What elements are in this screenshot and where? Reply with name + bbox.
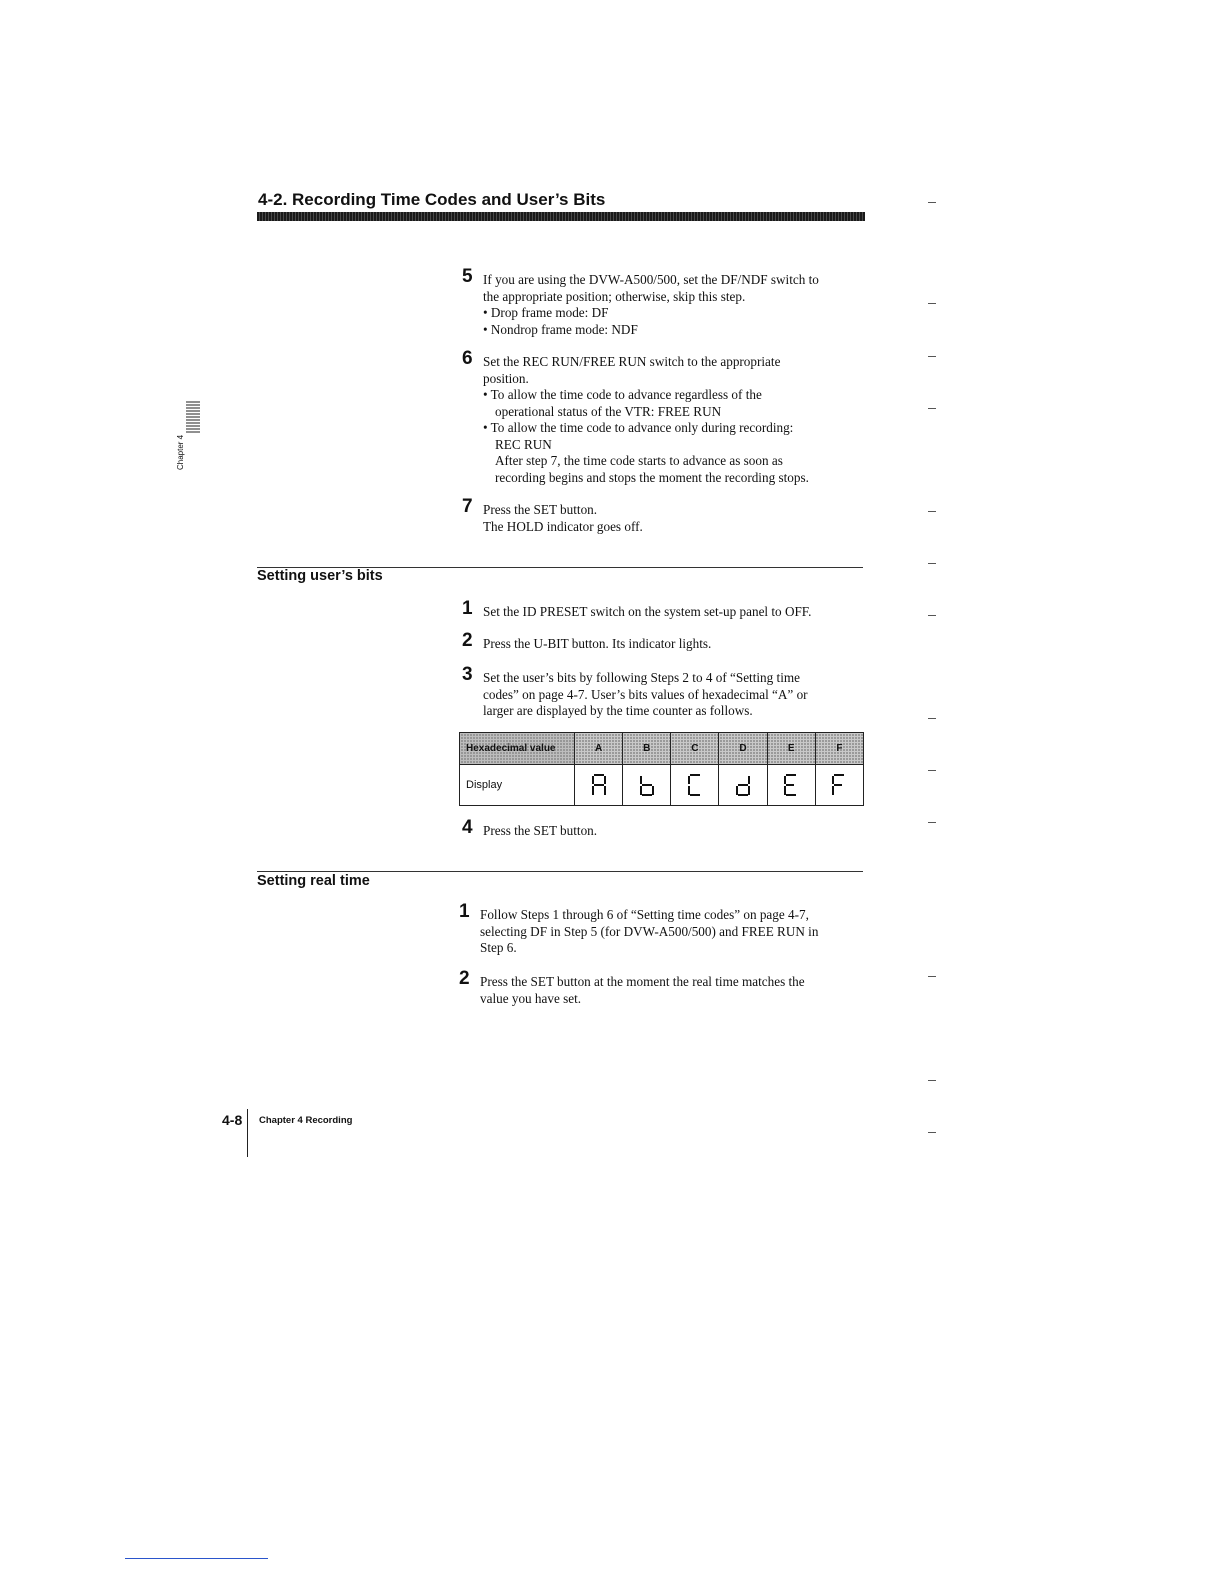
margin-mark [928, 408, 936, 409]
step-text: Press the SET button at the moment the real time matches the [480, 974, 805, 989]
step-6 [462, 348, 872, 486]
margin-mark [928, 718, 936, 719]
margin-mark [928, 770, 936, 771]
seven-seg-f-icon [831, 773, 847, 797]
seg-display-c [671, 765, 719, 806]
display-row [460, 765, 864, 806]
seg-display-d [719, 765, 767, 806]
seg-display-a [575, 765, 623, 806]
step-text: Step 6. [480, 940, 517, 955]
step-number: 2 [462, 630, 473, 651]
seg-display-f [815, 765, 863, 806]
step-number: 1 [462, 598, 473, 619]
step-7 [462, 496, 872, 535]
section-title: 4-2. Recording Time Codes and User’s Bits [258, 190, 606, 209]
title-rule-bar [257, 212, 865, 221]
margin-mark [928, 202, 936, 203]
hex-display-table [459, 732, 864, 806]
step-text: value you have set. [480, 990, 582, 1006]
seven-seg-a-icon [591, 773, 607, 797]
step-text: Follow Steps 1 through 6 of “Setting time codes” on page 4-7, [480, 907, 809, 922]
margin-mark [928, 356, 936, 357]
hex-value-row [460, 733, 864, 765]
step-number: 2 [459, 968, 470, 989]
step-number: 7 [462, 496, 473, 517]
side-chapter-label: Chapter 4 [176, 434, 185, 470]
rt-step-2 [459, 968, 869, 1007]
hex-value-cell: D [719, 733, 767, 765]
seven-seg-d-icon [735, 773, 751, 797]
bullet-item-cont: operational status of the VTR: FREE RUN [495, 403, 722, 419]
margin-mark [928, 822, 936, 823]
seven-seg-b-icon [639, 773, 655, 797]
bullet-item-cont: REC RUN [495, 436, 552, 452]
step-text: If you are using the DVW-A500/500, set the DF/NDF switch to [483, 272, 819, 287]
ub-step-4 [462, 817, 872, 840]
bullet-item: • Nondrop frame mode: NDF [483, 321, 638, 337]
margin-mark [928, 303, 936, 304]
step-number: 1 [459, 901, 470, 922]
bottom-edge-line [125, 1558, 268, 1559]
step-text: Press the SET button. [483, 502, 598, 517]
margin-mark [928, 1080, 936, 1081]
display-row-label: Display [460, 765, 575, 806]
ub-step-2 [462, 630, 872, 653]
step-text: the appropriate position; otherwise, skip this step. [483, 288, 746, 304]
step-number: 3 [462, 664, 473, 685]
hex-value-cell: A [575, 733, 623, 765]
hex-row-label: Hexadecimal value [460, 733, 575, 765]
hex-value-cell: B [623, 733, 671, 765]
step-note: After step 7, the time code starts to advance as soon as [495, 453, 783, 468]
section-divider [257, 871, 863, 872]
seg-display-e [767, 765, 815, 806]
step-text: Set the user’s bits by following Steps 2 to 4 of “Setting time [483, 670, 800, 685]
step-text: position. [483, 370, 529, 386]
ub-step-1 [462, 598, 872, 621]
hex-value-cell: E [767, 733, 815, 765]
margin-mark [928, 563, 936, 564]
margin-mark [928, 615, 936, 616]
footer-chapter: Chapter 4 Recording [259, 1115, 353, 1126]
seg-display-b [623, 765, 671, 806]
ub-step-3 [462, 664, 872, 720]
step-text: Set the REC RUN/FREE RUN switch to the appropriate [483, 354, 781, 369]
hex-value-cell: C [671, 733, 719, 765]
bullet-item: • To allow the time code to advance regardless of the [483, 387, 762, 402]
hex-value-cell: F [815, 733, 863, 765]
footer-separator [247, 1109, 248, 1157]
bullet-item: • Drop frame mode: DF [483, 305, 609, 320]
step-number: 6 [462, 348, 473, 369]
margin-mark [928, 511, 936, 512]
bullet-item: • To allow the time code to advance only during recording: [483, 420, 794, 435]
step-text: Press the U-BIT button. Its indicator lights. [483, 636, 712, 651]
step-text: codes” on page 4-7. User’s bits values of hexadecimal “A” or [483, 686, 808, 702]
users-bits-heading: Setting user’s bits [257, 568, 383, 584]
step-text: Set the ID PRESET switch on the system set-up panel to OFF. [483, 604, 812, 619]
step-text: larger are displayed by the time counter as follows. [483, 703, 753, 718]
real-time-heading: Setting real time [257, 873, 370, 889]
seven-seg-c-icon [687, 773, 703, 797]
margin-mark [928, 1132, 936, 1133]
step-5 [462, 266, 872, 338]
step-number: 5 [462, 266, 473, 287]
seven-seg-e-icon [783, 773, 799, 797]
step-number: 4 [462, 817, 473, 838]
margin-mark [928, 976, 936, 977]
step-note: recording begins and stops the moment the recording stops. [495, 469, 809, 485]
page-number: 4-8 [222, 1112, 243, 1128]
step-text: selecting DF in Step 5 (for DVW-A500/500) and FREE RUN in [480, 923, 819, 939]
step-text: Press the SET button. [483, 823, 598, 838]
step-text: The HOLD indicator goes off. [483, 518, 643, 534]
rt-step-1 [459, 901, 869, 957]
